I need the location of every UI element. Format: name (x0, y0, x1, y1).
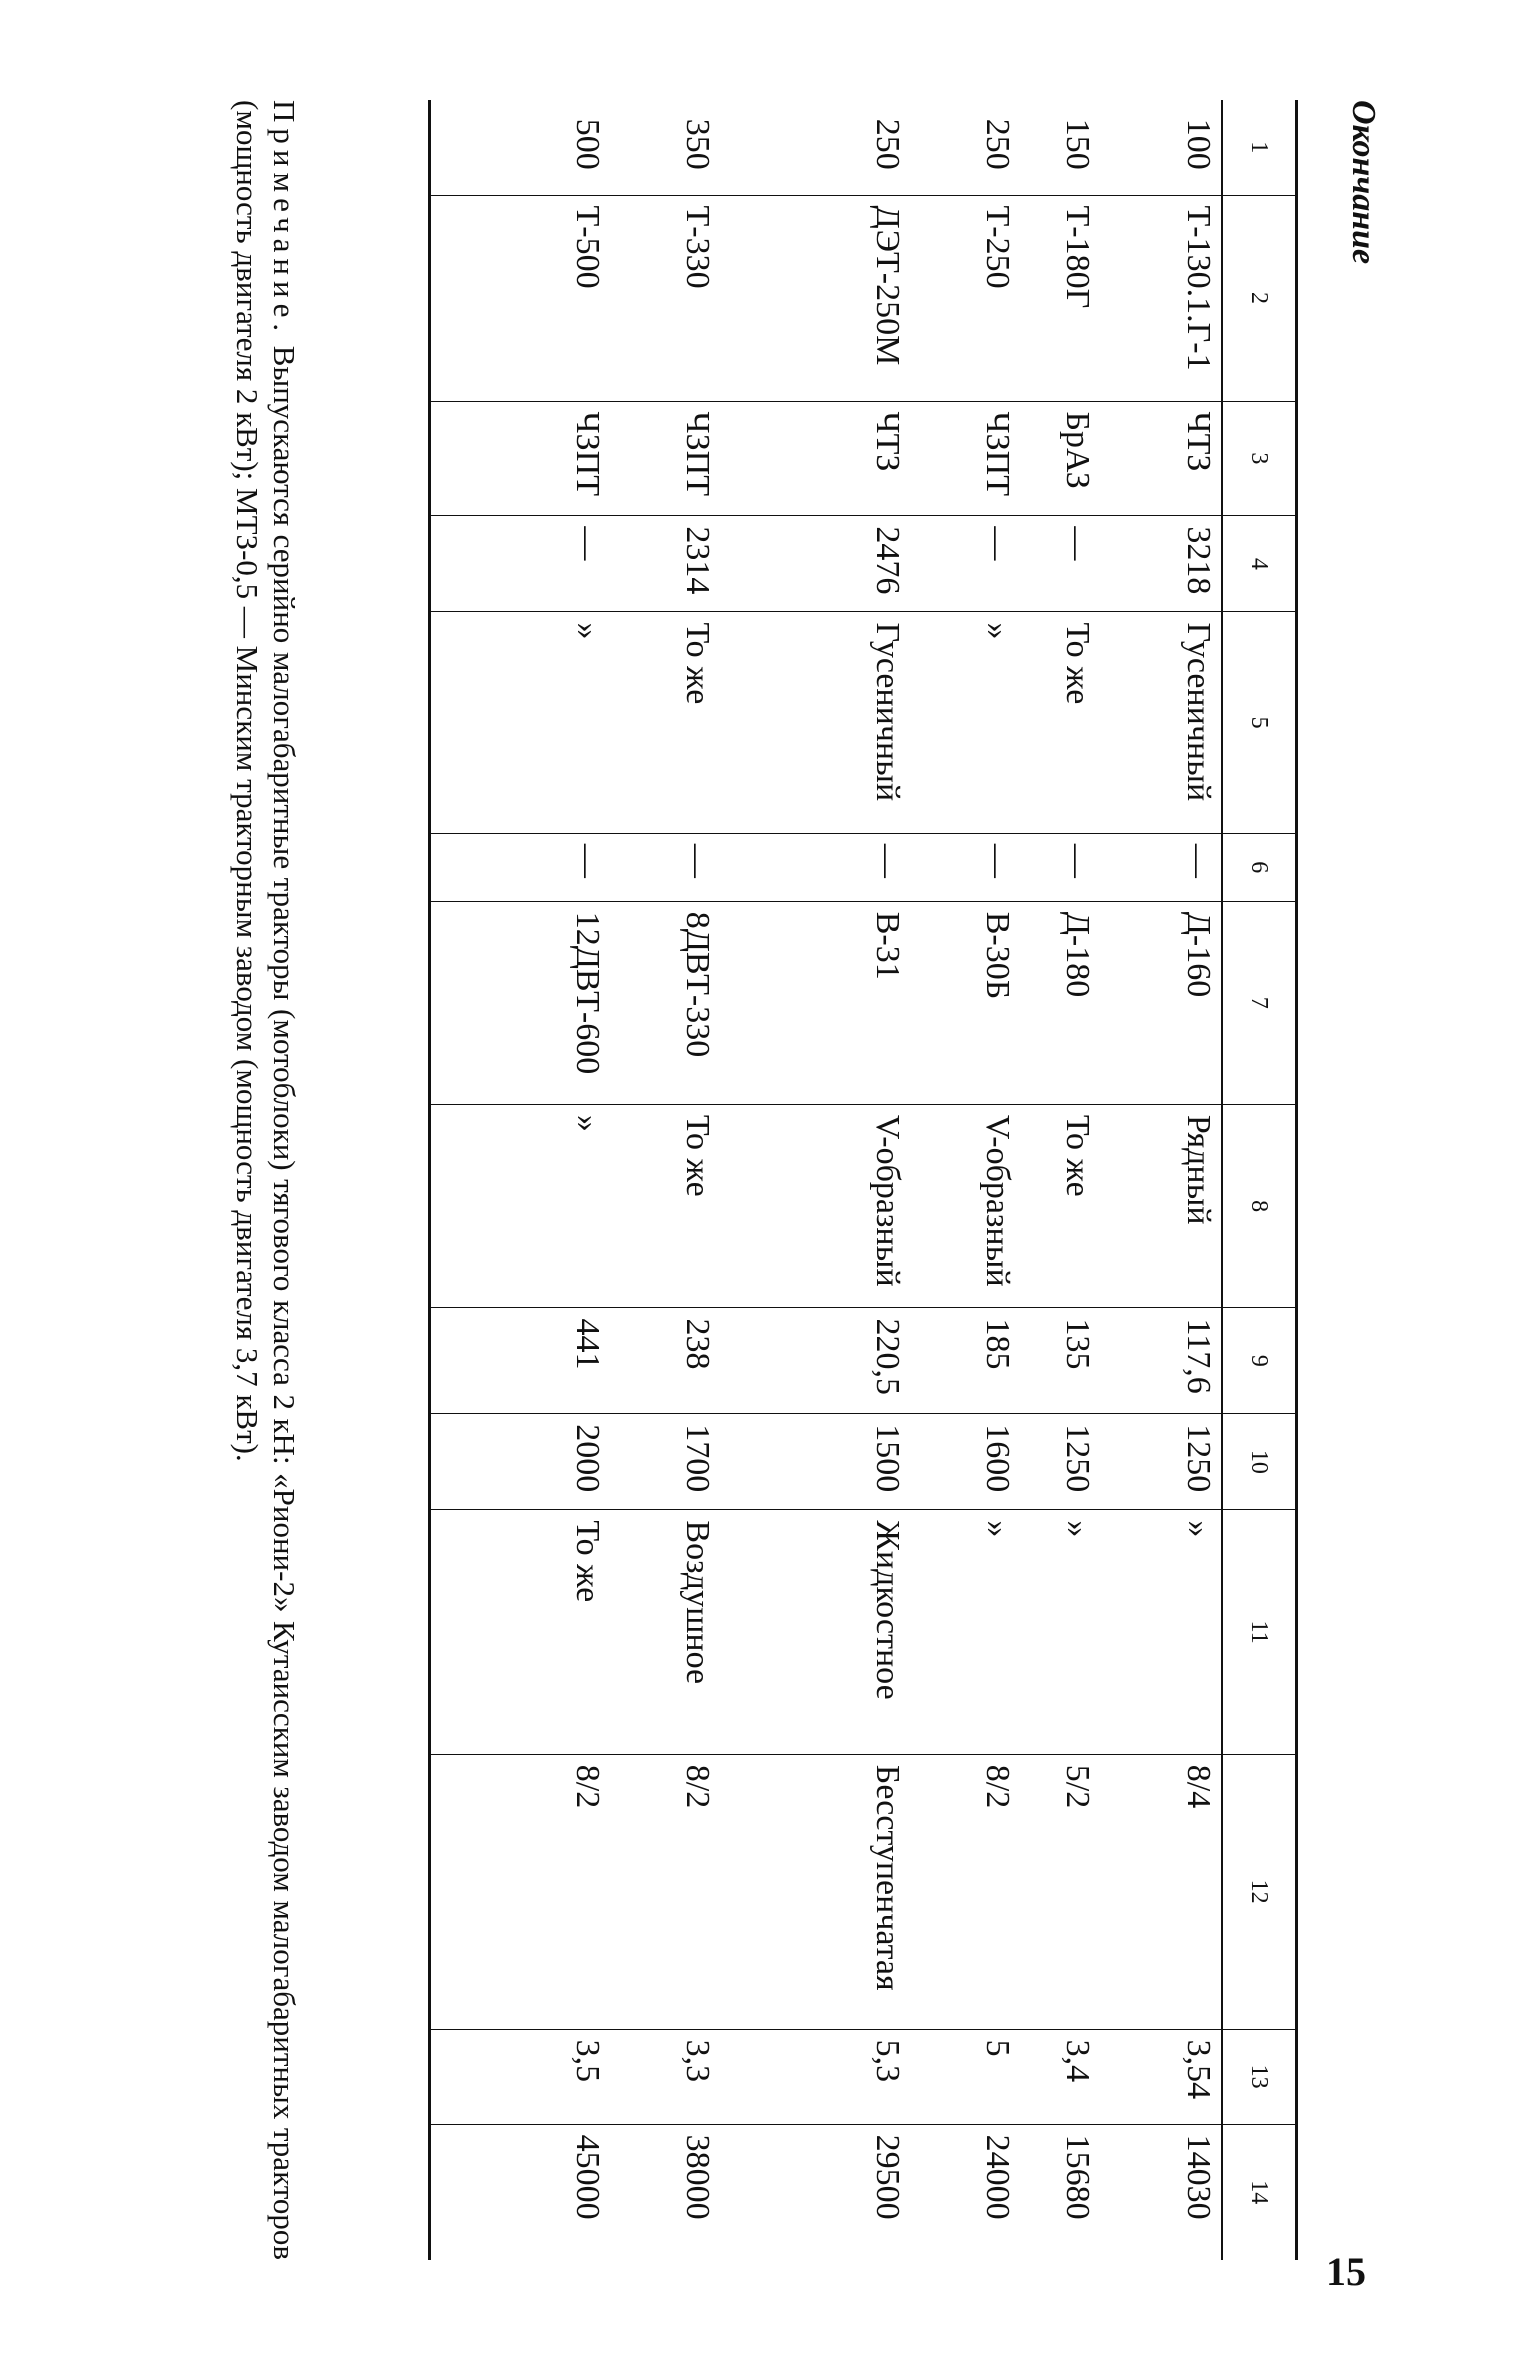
table-cell: » (910, 1510, 1020, 1754)
table-cell: То же (430, 1510, 610, 1754)
table-cell: V-образный (910, 1104, 1020, 1308)
table-cell: 5 (910, 2029, 1020, 2124)
table-cell: Гусеничный (720, 612, 910, 833)
table-cell: » (1020, 1510, 1100, 1754)
table-cell: 2476 (720, 516, 910, 612)
table-cell: 135 (1020, 1308, 1100, 1414)
table-row (720, 100, 910, 2260)
column-header: 14 (1222, 2124, 1297, 2260)
table-cell: 250 (869, 118, 906, 170)
table-cell: 8/2 (430, 1754, 610, 2029)
table-cell: Д-160 (1100, 901, 1222, 1104)
table-cell: 150 (1059, 118, 1096, 170)
table-cell: 38000 (610, 2124, 720, 2260)
table-cell: В-30Б (910, 901, 1020, 1104)
table-cell: 3,4 (1020, 2029, 1100, 2124)
rotated-content (154, 100, 1384, 2260)
table-row (430, 100, 610, 2260)
table-cell: 1600 (910, 1414, 1020, 1510)
column-header: 6 (1222, 833, 1297, 901)
table-footnote (229, 100, 302, 2260)
table-cell: ЧТЗ (720, 401, 910, 516)
table-cell: Жидкостное (720, 1510, 910, 1754)
table-cell: — (430, 833, 610, 901)
table-cell: 2000 (430, 1414, 610, 1510)
table-cell: Бесступенчатая (720, 1754, 910, 2029)
table-cell: 238 (610, 1308, 720, 1414)
table-cell: ЧЗПТ (910, 401, 1020, 516)
table-cell: » (430, 1104, 610, 1308)
table-cell: 3,54 (1100, 2029, 1222, 2124)
table-cell: Т-330 (610, 195, 720, 401)
table-row (610, 100, 720, 2260)
table-cell: 45000 (430, 2124, 610, 2260)
column-header: 12 (1222, 1754, 1297, 2029)
note-prefix: Примечание. (267, 100, 302, 338)
column-header: 5 (1222, 612, 1297, 833)
table-cell: Рядный (1100, 1104, 1222, 1308)
table-cell: БрАЗ (1020, 401, 1100, 516)
column-header: 9 (1222, 1308, 1297, 1414)
table-cell: 1250 (1100, 1414, 1222, 1510)
table-cell: 441 (430, 1308, 610, 1414)
table-cell: 185 (910, 1308, 1020, 1414)
table-cell: — (1100, 833, 1222, 901)
table-cell: 8/4 (1100, 1754, 1222, 2029)
table-cell: То же (610, 612, 720, 833)
tractor-spec-table (429, 100, 1299, 2260)
table-cell: 1250 (1020, 1414, 1100, 1510)
table-cell: 3,3 (610, 2029, 720, 2124)
column-header: 11 (1222, 1510, 1297, 1754)
table-row (1100, 100, 1222, 2260)
table-cell: — (720, 833, 910, 901)
table-cell: 8/2 (910, 1754, 1020, 2029)
table-cell: 29500 (720, 2124, 910, 2260)
page-number: 15 (1326, 2249, 1366, 2294)
table-cell: В-31 (720, 901, 910, 1104)
table-cell: Т-180Г (1020, 195, 1100, 401)
column-header: 2 (1222, 195, 1297, 401)
table-cell: 117,6 (1100, 1308, 1222, 1414)
table-cell: 2314 (610, 516, 720, 612)
note-text: Выпускаются серийно малогабаритные тракторы (мотоблоки) тягового класса 2 кН: «Риони-2» Кутаисским заводом малогабаритных тракторов (мощность двигателя 2 кВт); МТЗ-0,5 — Минским тракторным заводом (мощность двигателя 3,7 кВт). (230, 100, 302, 2260)
column-header: 1 (1222, 100, 1297, 195)
table-cell: — (430, 516, 610, 612)
table-cell: ЧЗПТ (430, 401, 610, 516)
table-cell: 3218 (1100, 516, 1222, 612)
table-row (1020, 100, 1100, 2260)
table-cell: 1700 (610, 1414, 720, 1510)
table-cell: 250 (979, 118, 1016, 170)
table-cell: 3,5 (430, 2029, 610, 2124)
table-cell: 8/2 (610, 1754, 720, 2029)
table-cell: 1500 (720, 1414, 910, 1510)
table-cell: » (430, 612, 610, 833)
table-cell: 5/2 (1020, 1754, 1100, 2029)
table-cell: ЧЗПТ (610, 401, 720, 516)
column-header: 10 (1222, 1414, 1297, 1510)
table-cell: — (910, 516, 1020, 612)
table-cell: Т-130.1.Г-1 (1100, 195, 1222, 401)
table-cell: 14030 (1100, 2124, 1222, 2260)
table-cell: » (910, 612, 1020, 833)
table-cell: То же (1020, 612, 1100, 833)
table-row (910, 100, 1020, 2260)
column-header: 7 (1222, 901, 1297, 1104)
table-cell: — (910, 833, 1020, 901)
column-header: 8 (1222, 1104, 1297, 1308)
table-cell: 8ДВТ-330 (610, 901, 720, 1104)
table-cell: Воздушное (610, 1510, 720, 1754)
table-cell: Т-250 (910, 195, 1020, 401)
table-cell: То же (610, 1104, 720, 1308)
table-cell: 24000 (910, 2124, 1020, 2260)
table-cell: 350 (679, 118, 716, 170)
table-cell: Гусеничный (1100, 612, 1222, 833)
table-cell: 5,3 (720, 2029, 910, 2124)
continuation-label: Окончание (1345, 100, 1382, 265)
table-cell: 15680 (1020, 2124, 1100, 2260)
table-cell: Д-180 (1020, 901, 1100, 1104)
table-cell: ЧТЗ (1100, 401, 1222, 516)
table-cell: V-образный (720, 1104, 910, 1308)
table-cell: Т-500 (430, 195, 610, 401)
table-cell: — (1020, 833, 1100, 901)
table-cell: То же (1020, 1104, 1100, 1308)
table-cell: 100 (1180, 118, 1217, 170)
table-cell: 12ДВТ-600 (430, 901, 610, 1104)
table-cell: 220,5 (720, 1308, 910, 1414)
table-cell: ДЭТ-250М (720, 195, 910, 401)
table-cell: — (1020, 516, 1100, 612)
table-cell: » (1100, 1510, 1222, 1754)
column-header: 13 (1222, 2029, 1297, 2124)
table-cell: 500 (430, 100, 610, 195)
table-cell: — (610, 833, 720, 901)
header-row (1222, 100, 1297, 2260)
column-header: 4 (1222, 516, 1297, 612)
column-header: 3 (1222, 401, 1297, 516)
